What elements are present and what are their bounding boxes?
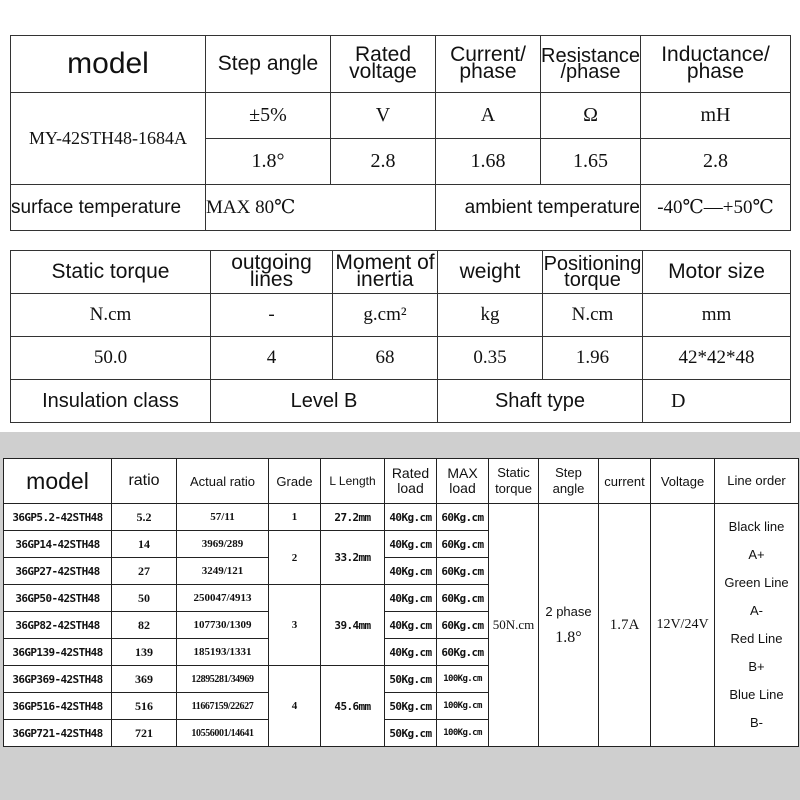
row-rated-load: 50Kg.cm	[385, 666, 437, 693]
line-order-item: Red Line	[730, 631, 783, 646]
header-moment-of-inertia: Moment of inertia	[333, 251, 438, 294]
header-weight: weight	[438, 251, 543, 294]
static-torque-value: 50N.cm	[489, 504, 539, 747]
header-voltage: Voltage	[651, 459, 715, 504]
voltage-value: 12V/24V	[651, 504, 715, 747]
grade-cell: 3	[269, 585, 321, 666]
unit-inductance: mH	[641, 93, 791, 139]
model-value: MY-42STH48-1684A	[11, 93, 206, 185]
row-model: 36GP50-42STH48	[4, 585, 112, 612]
row-max-load: 100Kg.cm	[437, 720, 489, 747]
header-current-phase: Current/ phase	[436, 36, 541, 93]
current-value: 1.7A	[599, 504, 651, 747]
row-ratio: 369	[112, 666, 177, 693]
row-rated-load: 50Kg.cm	[385, 693, 437, 720]
row-model: 36GP516-42STH48	[4, 693, 112, 720]
unit-positioning-torque: N.cm	[543, 294, 643, 337]
header-current: current	[599, 459, 651, 504]
surface-temperature-label: surface temperature	[11, 185, 206, 231]
value-inductance: 2.8	[641, 139, 791, 185]
header-static-torque: Static torque	[489, 459, 539, 504]
value-step-angle: 1.8°	[206, 139, 331, 185]
motor-spec-table	[10, 35, 791, 231]
row-max-load: 60Kg.cm	[437, 504, 489, 531]
row-max-load: 60Kg.cm	[437, 612, 489, 639]
row-ratio: 721	[112, 720, 177, 747]
line-order-item: B-	[750, 715, 763, 730]
header-step-angle: Step angle	[539, 459, 599, 504]
row-ratio: 14	[112, 531, 177, 558]
length-cell: 27.2mm	[321, 504, 385, 531]
value-motor-size: 42*42*48	[643, 337, 791, 380]
header-actual-ratio: Actual ratio	[177, 459, 269, 504]
row-ratio: 5.2	[112, 504, 177, 531]
insulation-class-value: Level B	[211, 380, 438, 423]
row-max-load: 100Kg.cm	[437, 693, 489, 720]
surface-temperature-value: MAX 80℃	[206, 185, 436, 231]
row-actual-ratio: 250047/4913	[177, 585, 269, 612]
header-step-angle: Step angle	[206, 36, 331, 93]
header-max-load: MAX load	[437, 459, 489, 504]
line-order-item: Black line	[728, 519, 785, 534]
header-motor-size: Motor size	[643, 251, 791, 294]
unit-resistance: Ω	[541, 93, 641, 139]
row-ratio: 516	[112, 693, 177, 720]
header-inductance-phase: Inductance/ phase	[641, 36, 791, 93]
header-rated-voltage: Rated voltage	[331, 36, 436, 93]
row-actual-ratio: 11667159/22627	[177, 693, 269, 720]
torque-spec-table	[10, 250, 791, 423]
row-model: 36GP369-42STH48	[4, 666, 112, 693]
value-positioning-torque: 1.96	[543, 337, 643, 380]
row-max-load: 60Kg.cm	[437, 585, 489, 612]
row-actual-ratio: 3249/121	[177, 558, 269, 585]
unit-outgoing-lines: -	[211, 294, 333, 337]
row-max-load: 100Kg.cm	[437, 666, 489, 693]
value-moment-of-inertia: 68	[333, 337, 438, 380]
unit-current: A	[436, 93, 541, 139]
length-cell: 39.4mm	[321, 585, 385, 666]
row-rated-load: 40Kg.cm	[385, 639, 437, 666]
unit-moment-of-inertia: g.cm²	[333, 294, 438, 337]
row-ratio: 139	[112, 639, 177, 666]
unit-weight: kg	[438, 294, 543, 337]
header-model: model	[11, 36, 206, 93]
header-static-torque: Static torque	[11, 251, 211, 294]
table-row	[4, 504, 799, 531]
row-ratio: 82	[112, 612, 177, 639]
row-actual-ratio: 12895281/34969	[177, 666, 269, 693]
value-weight: 0.35	[438, 337, 543, 380]
row-rated-load: 40Kg.cm	[385, 585, 437, 612]
value-current: 1.68	[436, 139, 541, 185]
row-model: 36GP721-42STH48	[4, 720, 112, 747]
header-rated-load: Rated load	[385, 459, 437, 504]
ambient-temperature-value: -40℃—+50℃	[641, 185, 791, 231]
row-max-load: 60Kg.cm	[437, 639, 489, 666]
line-order-item: A-	[750, 603, 763, 618]
ambient-temperature-label: ambient temperature	[436, 185, 641, 231]
insulation-class-label: Insulation class	[11, 380, 211, 423]
header-positioning-torque: Positioning torque	[543, 251, 643, 294]
grade-cell: 4	[269, 666, 321, 747]
header-outgoing-lines: outgoing lines	[211, 251, 333, 294]
row-rated-load: 40Kg.cm	[385, 504, 437, 531]
line-order-item: B+	[748, 659, 765, 674]
grade-cell: 1	[269, 504, 321, 531]
row-rated-load: 40Kg.cm	[385, 612, 437, 639]
row-model: 36GP139-42STH48	[4, 639, 112, 666]
grade-cell: 2	[269, 531, 321, 585]
row-max-load: 60Kg.cm	[437, 531, 489, 558]
value-rated-voltage: 2.8	[331, 139, 436, 185]
unit-rated-voltage: V	[331, 93, 436, 139]
header-l-length: L Length	[321, 459, 385, 504]
value-outgoing-lines: 4	[211, 337, 333, 380]
row-rated-load: 40Kg.cm	[385, 558, 437, 585]
line-order-item: Green Line	[724, 575, 789, 590]
row-rated-load: 40Kg.cm	[385, 531, 437, 558]
row-actual-ratio: 185193/1331	[177, 639, 269, 666]
row-actual-ratio: 10556001/14641	[177, 720, 269, 747]
line-order-item: Blue Line	[729, 687, 784, 702]
header-resistance-phase: Resistance /phase	[541, 36, 641, 93]
step-phase-text: 2 phase	[545, 603, 592, 619]
header-ratio: ratio	[112, 459, 177, 504]
unit-motor-size: mm	[643, 294, 791, 337]
header-grade: Grade	[269, 459, 321, 504]
length-cell: 33.2mm	[321, 531, 385, 585]
row-model: 36GP14-42STH48	[4, 531, 112, 558]
unit-static-torque: N.cm	[11, 294, 211, 337]
gearbox-spec-table	[3, 458, 799, 747]
row-actual-ratio: 57/11	[177, 504, 269, 531]
row-model: 36GP82-42STH48	[4, 612, 112, 639]
line-order-cell	[715, 504, 799, 747]
unit-step-angle: ±5%	[206, 93, 331, 139]
shaft-type-label: Shaft type	[438, 380, 643, 423]
value-static-torque: 50.0	[11, 337, 211, 380]
row-actual-ratio: 107730/1309	[177, 612, 269, 639]
step-angle-cell	[539, 504, 599, 747]
header-model: model	[4, 459, 112, 504]
row-actual-ratio: 3969/289	[177, 531, 269, 558]
row-model: 36GP27-42STH48	[4, 558, 112, 585]
step-angle-text: 1.8°	[555, 628, 582, 646]
row-ratio: 50	[112, 585, 177, 612]
row-model: 36GP5.2-42STH48	[4, 504, 112, 531]
row-ratio: 27	[112, 558, 177, 585]
line-order-item: A+	[748, 547, 765, 562]
row-rated-load: 50Kg.cm	[385, 720, 437, 747]
value-resistance: 1.65	[541, 139, 641, 185]
header-line-order: Line order	[715, 459, 799, 504]
length-cell: 45.6mm	[321, 666, 385, 747]
shaft-type-value: D	[643, 380, 791, 423]
row-max-load: 60Kg.cm	[437, 558, 489, 585]
